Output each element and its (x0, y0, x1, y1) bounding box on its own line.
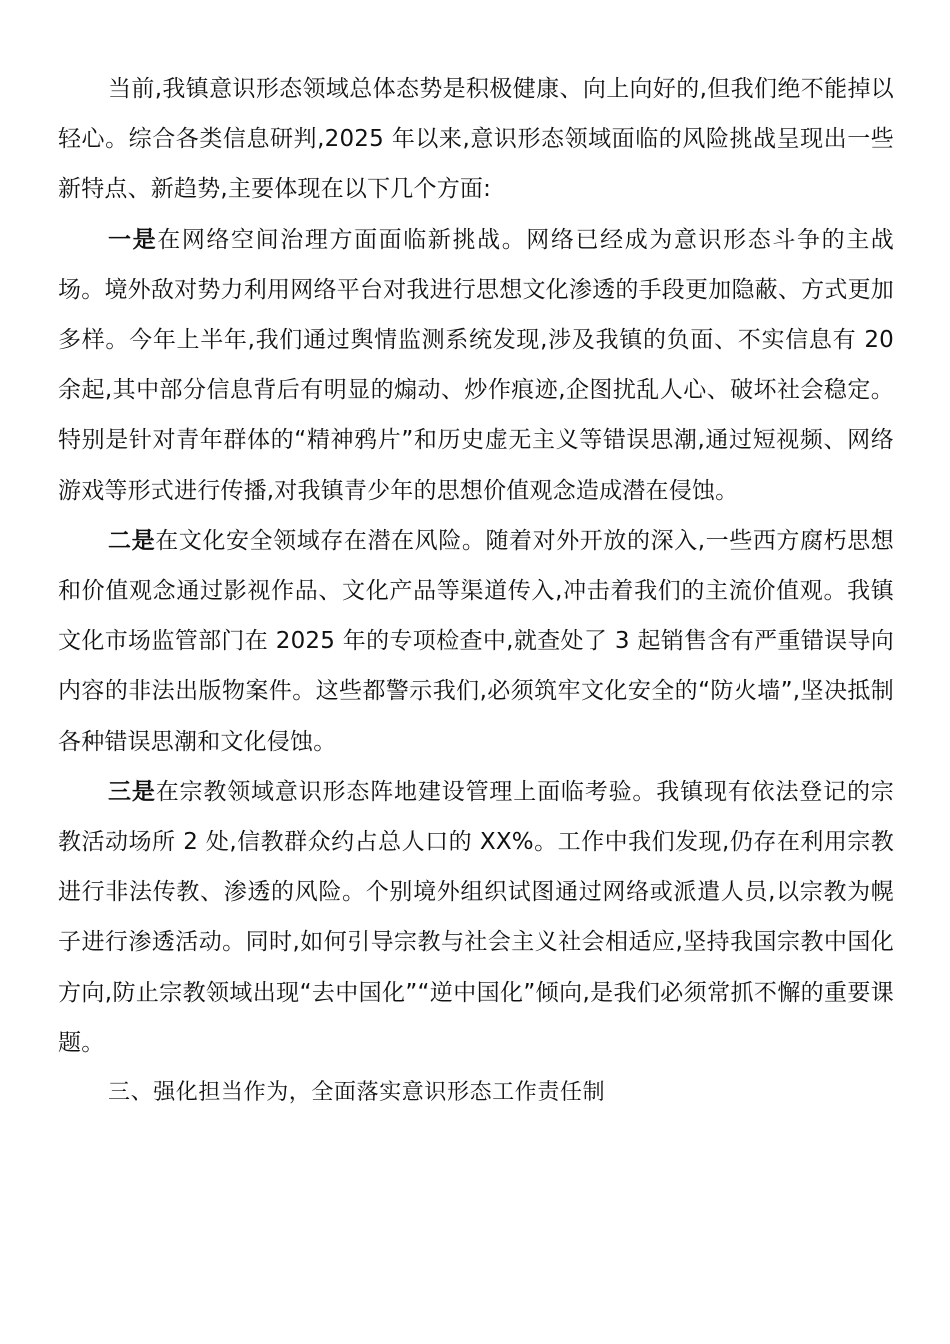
point-two-paragraph (58, 516, 894, 767)
point-one-text: 在网络空间治理方面面临新挑战。网络已经成为意识形态斗争的主战场。境外敌对势力利用网络平台对我进行思想文化渗透的手段更加隐蔽、方式更加多样。今年上半年,我们通过舆情监测系统发现,涉及我镇的负面、不实信息有 20 余起,其中部分信息背后有明显的煽动、炒作痕迹,企图扰乱人心、破坏社会稳定。特别是针对青年群体的“精神鸦片”和历史虚无主义等错误思潮,通过短视频、网络游戏等形式进行传播,对我镇青少年的思想价值观念造成潜在侵蚀。 (58, 226, 894, 504)
section-heading: 三、强化担当作为，全面落实意识形态工作责任制 (108, 1080, 606, 1106)
point-three-lead: 三是 (108, 778, 156, 805)
intro-paragraph: 当前,我镇意识形态领域总体态势是积极健康、向上向好的,但我们绝不能掉以轻心。综合各类信息研判,2025 年以来,意识形态领域面临的风险挑战呈现出一些新特点、新趋势,主要体现在以下几个方面: (58, 76, 894, 203)
document-body (58, 64, 894, 1118)
point-one-paragraph (58, 215, 894, 516)
point-one-lead: 一是 (108, 226, 158, 253)
point-three-paragraph (58, 767, 894, 1068)
point-two-lead: 二是 (108, 527, 156, 554)
point-three-text: 在宗教领域意识形态阵地建设管理上面临考验。我镇现有依法登记的宗教活动场所 2 处,信教群众约占总人口的 XX%。工作中我们发现,仍存在利用宗教进行非法传教、渗透的风险。个别境外组织试图通过网络或派遣人员,以宗教为幌子进行渗透活动。同时,如何引导宗教与社会主义社会相适应,坚持我国宗教中国化方向,防止宗教领域出现“去中国化”“逆中国化”倾向,是我们必须常抓不懈的重要课题。 (58, 778, 895, 1056)
point-two-text: 在文化安全领域存在潜在风险。随着对外开放的深入,一些西方腐朽思想和价值观念通过影视作品、文化产品等渠道传入,冲击着我们的主流价值观。我镇文化市场监管部门在 2025 年的专项检查中,就查处了 3 起销售含有严重错误导向内容的非法出版物案件。这些都警示我们,必须筑牢文化安全的“防火墙”,坚决抵制各种错误思潮和文化侵蚀。 (58, 527, 894, 755)
